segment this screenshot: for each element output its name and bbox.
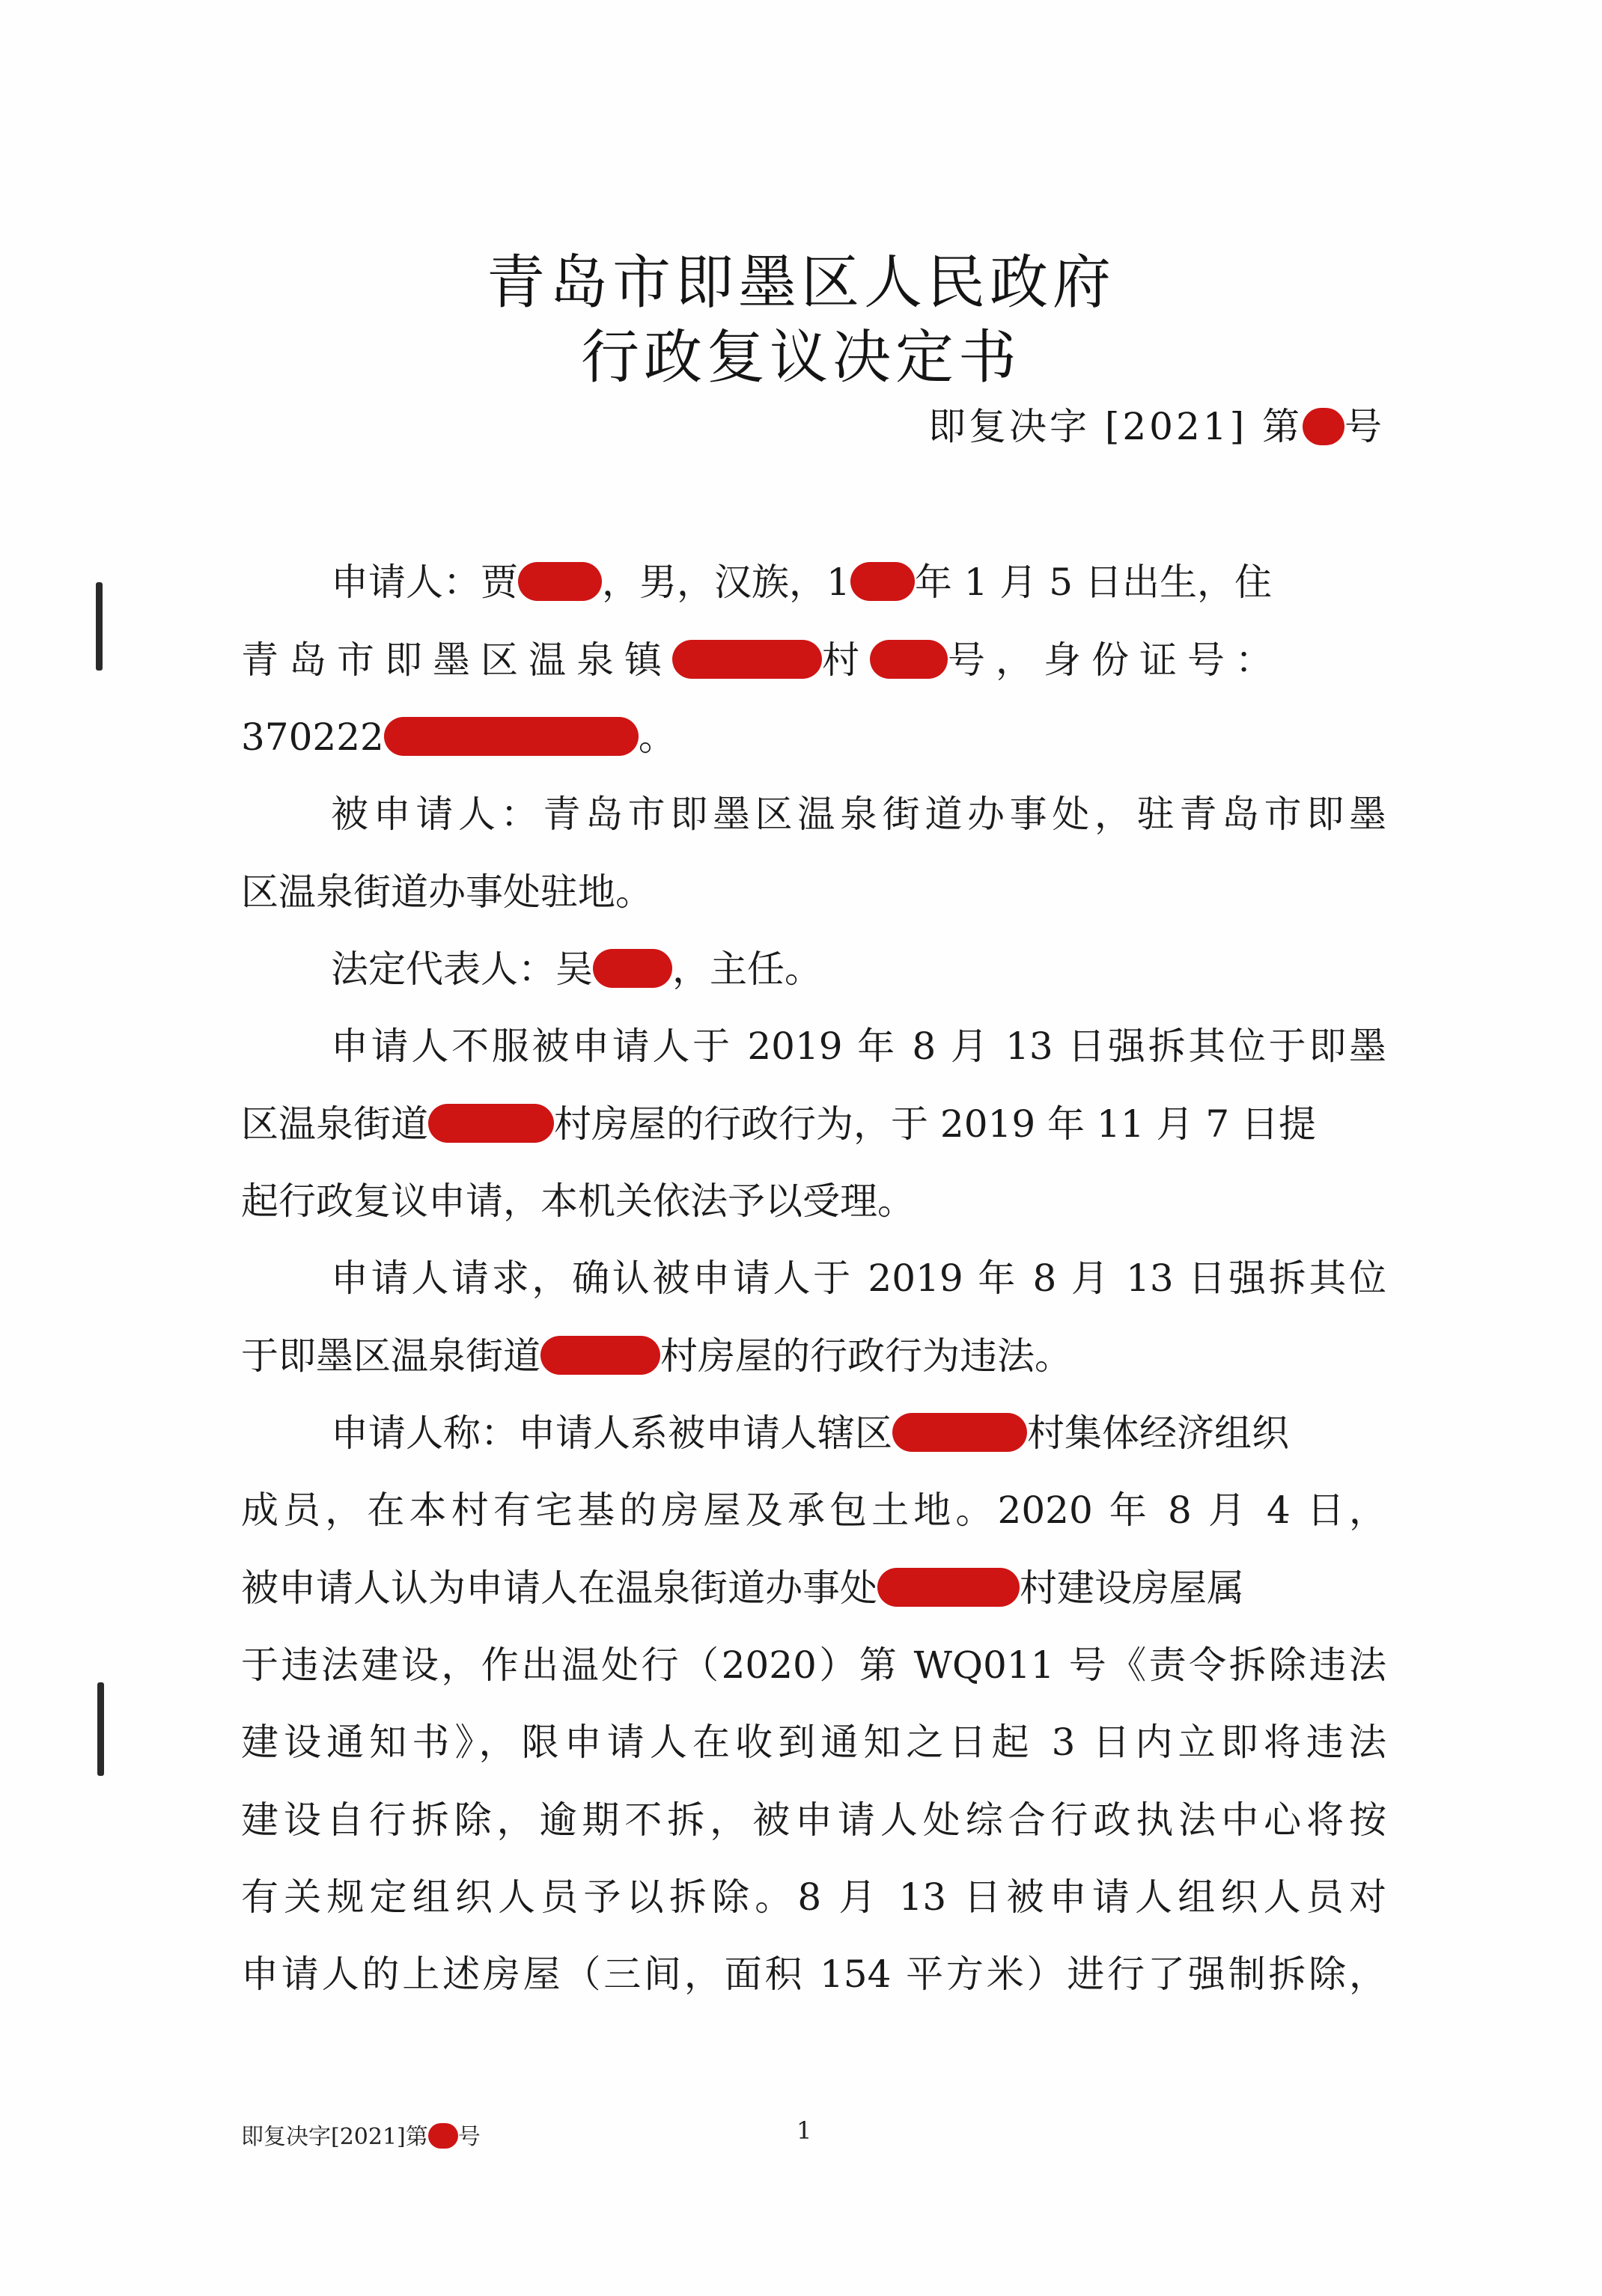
request-location: 于即墨区温泉街道	[241, 1334, 540, 1378]
redaction-mark	[870, 640, 948, 679]
applicant-line-3	[241, 715, 1386, 760]
redaction-mark	[892, 1413, 1027, 1452]
applicant-id-prefix: 370222	[241, 715, 384, 759]
applicant-id-end: 。	[638, 715, 676, 759]
case-location: 区温泉街道	[241, 1102, 428, 1146]
request-detail: 村房屋的行政行为违法。	[660, 1334, 1072, 1378]
statement-line-2: 成员，在本村有宅基的房屋及承包土地。2020 年 8 月 4 日，	[241, 1489, 1386, 1532]
case-detail: 村房屋的行政行为，于 2019 年 11 月 7 日提	[554, 1102, 1317, 1146]
redaction-mark	[850, 562, 915, 601]
legal-rep-label: 法定代表人：吴	[331, 947, 593, 991]
legal-representative-line	[331, 947, 1386, 992]
statement-line-1	[331, 1411, 1386, 1456]
title-document-type: 行政复议决定书	[580, 324, 1021, 391]
binding-mark-bottom	[97, 1682, 104, 1776]
redaction-mark	[428, 2123, 458, 2149]
applicant-info: ，男，汉族，1	[602, 561, 850, 604]
statement-line-4: 于违法建设，作出温处行（2020）第 WQ011 号《责令拆除违法	[241, 1643, 1386, 1687]
statement-line-8: 申请人的上述房屋（三间，面积 154 平方米）进行了强制拆除，	[241, 1952, 1386, 1996]
binding-mark-top	[96, 582, 103, 671]
redaction-mark	[518, 562, 602, 601]
respondent-line-2: 区温泉街道办事处驻地。	[241, 870, 653, 914]
statement-line-5: 建设通知书》，限申请人在收到通知之日起 3 日内立即将违法	[241, 1721, 1386, 1764]
redaction-mark	[428, 1104, 554, 1143]
statement-continued: 村集体经济组织	[1027, 1411, 1289, 1455]
case-line-3: 起行政复议申请，本机关依法予以受理。	[241, 1179, 915, 1223]
redaction-mark	[593, 949, 672, 988]
redaction-mark	[540, 1336, 660, 1375]
request-line-2	[241, 1334, 1386, 1378]
applicant-label: 申请人：贾	[331, 561, 518, 604]
redaction-mark	[672, 640, 822, 679]
legal-rep-title: ，主任。	[672, 947, 822, 991]
redaction-mark	[1303, 408, 1344, 445]
request-line-1: 申请人请求，确认被申请人于 2019 年 8 月 13 日强拆其位	[331, 1257, 1386, 1300]
case-line-2	[241, 1102, 1386, 1147]
document-number-prefix: 即复决字 [2021] 第	[928, 405, 1303, 448]
applicant-address: 青岛市即墨区温泉镇	[241, 638, 672, 682]
case-line-1: 申请人不服被申请人于 2019 年 8 月 13 日强拆其位于即墨	[331, 1025, 1386, 1068]
title-issuer: 青岛市即墨区人民政府	[486, 249, 1115, 317]
applicant-birth: 年 1 月 5 日出生，住	[914, 561, 1273, 604]
statement-line-7: 有关规定组织人员予以拆除。8 月 13 日被申请人组织人员对	[241, 1875, 1386, 1919]
statement-part: 被申请人认为申请人在温泉街道办事处	[241, 1566, 877, 1610]
statement-line-3	[241, 1566, 1386, 1610]
statement-line-6: 建设自行拆除，逾期不拆，被申请人处综合行政执法中心将按	[241, 1798, 1386, 1842]
footer-doc-suffix: 号	[457, 2124, 481, 2150]
redaction-mark	[877, 1568, 1020, 1607]
page-number: 1	[797, 2116, 812, 2145]
applicant-village: 村	[822, 638, 870, 682]
applicant-line-1	[331, 560, 1386, 605]
applicant-line-2	[241, 638, 1386, 683]
respondent-line-1: 被申请人：青岛市即墨区温泉街道办事处，驻青岛市即墨	[331, 793, 1386, 836]
statement-intro: 申请人称：申请人系被申请人辖区	[331, 1411, 892, 1455]
applicant-id-label: 号，身份证号：	[948, 638, 1283, 682]
redaction-mark	[384, 717, 639, 756]
document-number	[928, 397, 1385, 451]
footer-doc-prefix: 即复决字[2021]第	[241, 2124, 428, 2150]
footer-document-number	[241, 2118, 481, 2151]
statement-part-end: 村建设房屋属	[1020, 1566, 1244, 1610]
document-number-suffix: 号	[1344, 405, 1385, 448]
